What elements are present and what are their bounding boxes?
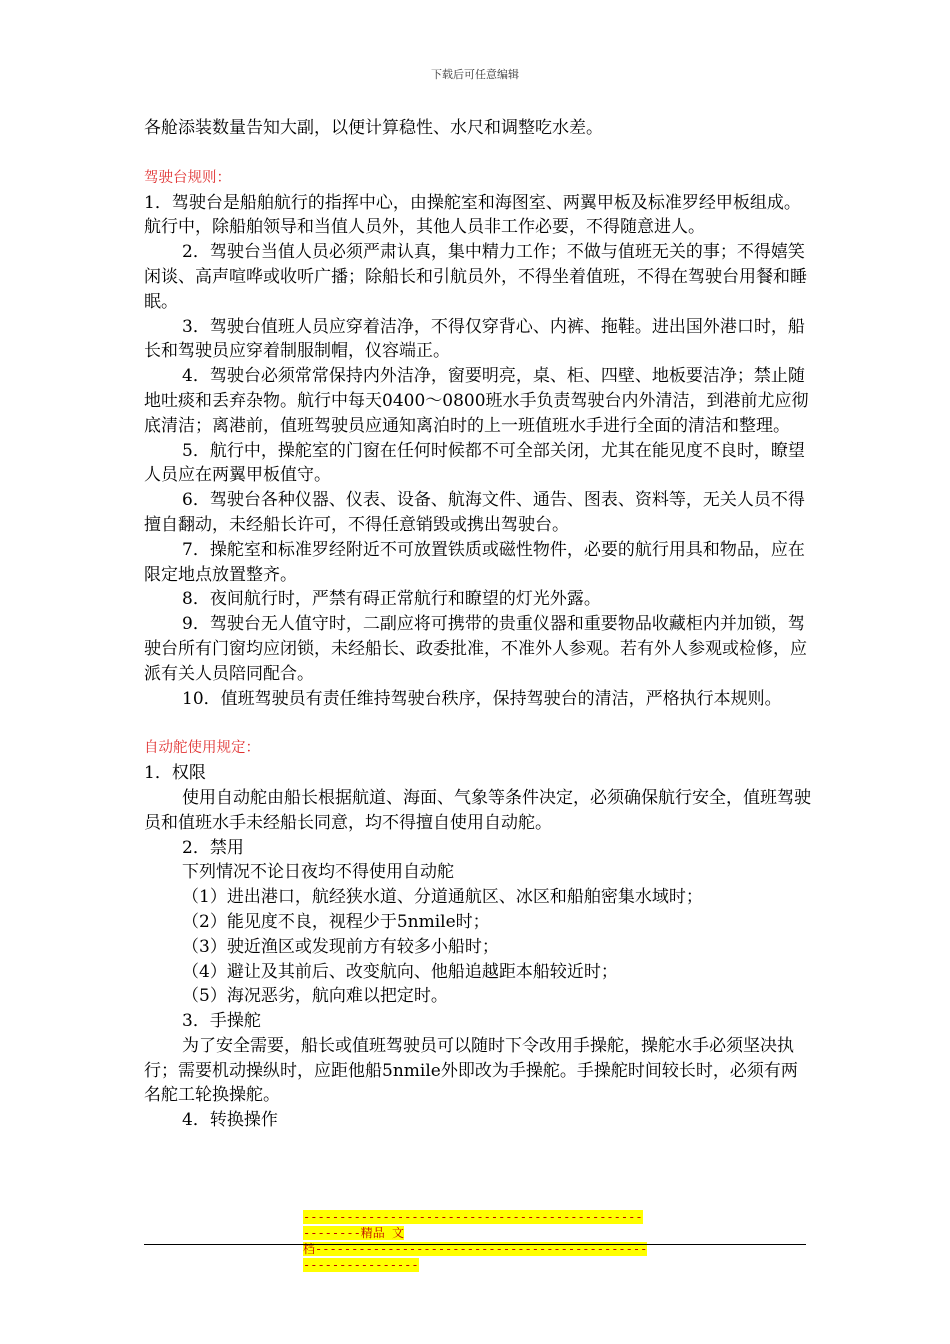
bridge-rule-7: 7．操舵室和标准罗经附近不可放置铁质或磁性物件，必要的航行用具和物品，应在限定地点放置整齐。 — [144, 539, 805, 585]
bridge-rule-4: 4．驾驶台必须常常保持内外洁净，窗要明亮，桌、柜、四壁、地板要洁净；禁止随地吐痰和丢弃杂物。航行中每天0400～0800班水手负责驾驶台内外清洁，到港前尤应彻底清洁；离港前，值班驾驶员应通知离泊时的上一班值班水手进行全面的清洁和整理。 — [144, 366, 809, 436]
intro-paragraph: 各舱添装数量告知大副，以便计算稳性、水尺和调整吃水差。 — [144, 118, 603, 138]
footer-note-line-2: 档-------------------------------------------------------------- — [303, 1242, 648, 1272]
autopilot-ban-item-1: （1）进出港口，航经狭水道、分道通航区、冰区和船舶密集水域时； — [182, 887, 703, 908]
document-body — [144, 116, 814, 1133]
footer-watermark-note — [303, 1209, 648, 1273]
autopilot-section-2: 2．禁用 — [182, 837, 244, 858]
page-header: 下载后可任意编辑 — [431, 68, 519, 81]
bridge-rule-5: 5．航行中，操舵室的门窗在任何时候都不可全部关闭，尤其在能见度不良时，瞭望人员应在两翼甲板值守。 — [144, 440, 805, 486]
autopilot-ban-item-5: （5）海况恶劣，航向难以把定时。 — [182, 986, 448, 1007]
autopilot-section-1-text: 使用自动舵由船长根据航道、海面、气象等条件决定，必须确保航行安全，值班驾驶员和值班水手未经船长同意，均不得擅自使用自动舵。 — [144, 787, 811, 833]
autopilot-ban-item-3: （3）驶近渔区或发现前方有较多小船时； — [182, 936, 499, 957]
bridge-rule-3: 3．驾驶台值班人员应穿着洁净，不得仅穿背心、内裤、拖鞋。进出国外港口时，船长和驾驶员应穿着制服制帽，仪容端正。 — [144, 316, 805, 362]
autopilot-ban-item-2: （2）能见度不良，视程少于5nmile时； — [182, 911, 490, 932]
autopilot-section-1: 1．权限 — [144, 763, 206, 784]
bridge-rule-1: 1．驾驶台是船舶航行的指挥中心，由操舵室和海图室、两翼甲板及标准罗经甲板组成。航行中，除船舶领导和当值人员外，其他人员非工作必要，不得随意进人。 — [144, 192, 801, 238]
bridge-rule-8: 8．夜间航行时，严禁有碍正常航行和瞭望的灯光外露。 — [182, 589, 601, 610]
bridge-rule-10: 10．值班驾驶员有责任维持驾驶台秩序，保持驾驶台的清洁，严格执行本规则。 — [182, 688, 782, 709]
autopilot-rules-heading: 自动舵使用规定： — [144, 740, 260, 757]
bridge-rules-heading: 驾驶台规则： — [144, 169, 231, 186]
autopilot-section-3: 3．手操舵 — [182, 1011, 261, 1032]
autopilot-ban-item-4: （4）避让及其前后、改变航向、他船追越距本船较近时； — [182, 961, 618, 982]
bridge-rule-9: 9．驾驶台无人值守时，二副应将可携带的贵重仪器和重要物品收藏柜内并加锁，驾驶台所有门窗均应闭锁，未经船长、政委批准，不准外人参观。若有外人参观或检修，应派有关人员陪同配合。 — [144, 614, 807, 684]
autopilot-section-3-text: 为了安全需要，船长或值班驾驶员可以随时下令改用手操舵，操舵水手必须坚决执行；需要机动操纵时，应距他船5nmile外即改为手操舵。手操舵时间较长时，必须有两名舵工轮换操舵。 — [144, 1035, 798, 1106]
autopilot-section-4: 4．转换操作 — [182, 1110, 278, 1131]
footer-divider — [144, 1244, 806, 1245]
bridge-rule-6: 6．驾驶台各种仪器、仪表、设备、航海文件、通告、图表、资料等，无关人员不得擅自翻动，未经船长许可，不得任意销毁或携出驾驶台。 — [144, 490, 805, 535]
footer-note-line-1: -------------------------------------------------------精品 文 — [303, 1210, 643, 1240]
autopilot-section-2-intro: 下列情况不论日夜均不得使用自动舵 — [182, 862, 454, 883]
bridge-rule-2: 2．驾驶台当值人员必须严肃认真，集中精力工作；不做与值班无关的事；不得嬉笑闲谈、高声喧哗或收听广播；除船长和引航员外，不得坐着值班，不得在驾驶台用餐和睡眠。 — [144, 242, 807, 312]
